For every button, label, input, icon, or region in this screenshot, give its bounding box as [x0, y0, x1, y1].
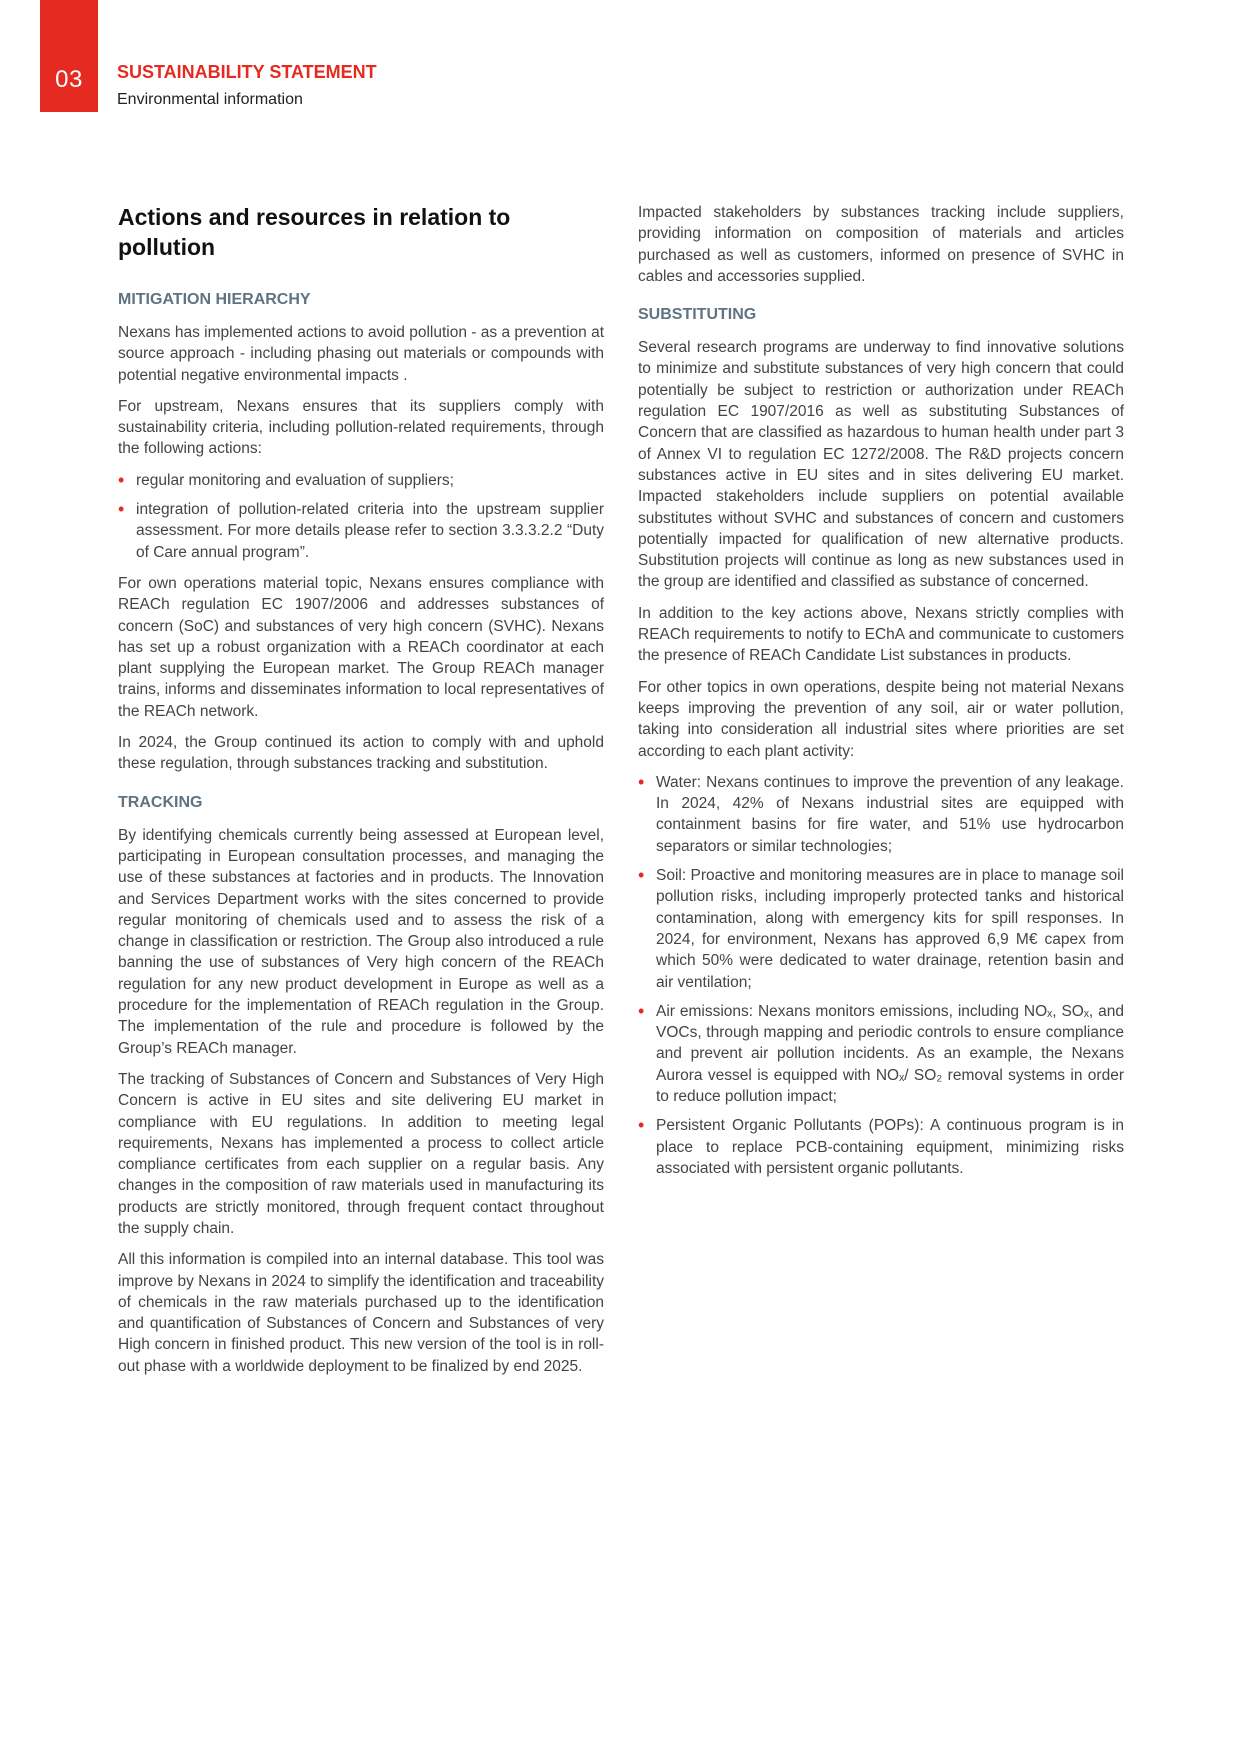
substituting-paragraph-3: For other topics in own operations, despite being not material Nexans keeps improving the prevention of any soil, air or water pollution, taking into consideration all industrial sites where priorities are set according to each plant activity: — [638, 678, 1124, 760]
section-subtitle: Environmental information — [117, 91, 303, 108]
list-item: • regular monitoring and evaluation of suppliers; — [118, 469, 454, 490]
left-column — [118, 202, 604, 1387]
bullet-icon: • — [118, 499, 125, 520]
tracking-paragraph-1: By identifying chemicals currently being assessed at European level, participating in European consultation processes, and managing the use of these substances at factories and in products. The Innovation and Services Department works with the sites concerned to provide regular monitoring of chemicals used and to assess the risk of a change in classification or restriction. The Group also introduced a rule banning the use of substances of Very high concern of the REACh regulation for any new product development in Europe as well as a procedure for the implementation of REACh regulation in the Group. The implementation of the rule and procedure is followed by the Group’s REACh manager. — [118, 826, 604, 1057]
page-heading: Actions and resources in relation to pollution — [118, 204, 511, 260]
right-column — [638, 202, 1124, 1189]
stakeholders-paragraph: Impacted stakeholders by substances tracking include suppliers, providing information on composition of materials and articles purchased as well as customers, informed on presence of SVHC in cables and accessories supplied. — [638, 204, 1124, 285]
section-number: 03 — [55, 66, 83, 93]
pollution-priorities-list — [638, 772, 1124, 1179]
list-item: • integration of pollution-related criteria into the upstream supplier assessment. For more details please refer to section 3.3.3.2.2 “Duty of Care annual program”. — [118, 499, 604, 561]
substituting-heading: SUBSTITUTING — [638, 306, 757, 324]
list-item: • Water: Nexans continues to improve the prevention of any leakage. In 2024, 42% of Nexans industrial sites are equipped with containment basins for fire water, and 51% use hydrocarbon separators or similar technologies; — [638, 771, 1124, 855]
bullet-icon: • — [638, 1115, 645, 1136]
mitigation-paragraph-4: In 2024, the Group continued its action to comply with and uphold these regulation, through substances tracking and substitution. — [118, 734, 604, 773]
bullet-icon: • — [638, 865, 645, 886]
upstream-actions-list — [118, 470, 604, 563]
bullet-icon: • — [638, 771, 645, 792]
tracking-heading: TRACKING — [118, 793, 203, 811]
list-item: • Soil: Proactive and monitoring measures are in place to manage soil pollution risks, including improperly protected tanks and historical contamination, along with emergency kits for spill responses. In 2024, for environment, Nexans has approved 6,9 M€ capex from which 50% were dedicated to water drainage, retention basin and air ventilation; — [638, 865, 1124, 991]
mitigation-paragraph-3: For own operations material topic, Nexans ensures compliance with REACh regulation EC 1907/2006 and addresses substances of concern (SoC) and substances of very high concern (SVHC). Nexans has set up a robust organization with a REACh coordinator at each plant supplying the European market. The Group REACh manager trains, informs and disseminates information to local representatives of the REACh network. — [118, 574, 604, 720]
substituting-paragraph-2: In addition to the key actions above, Nexans strictly complies with REACh requirements to notify to EChA and communicate to customers the presence of REACh Candidate List substances in products. — [638, 604, 1124, 665]
list-item: • Air emissions: Nexans monitors emissions, including NOₓ, SOₓ, and VOCs, through mapping and periodic controls to ensure compliance and prevent air pollution incidents. As an example, the Nexans Aurora vessel is equipped with NOₓ/ SO₂ removal systems in order to reduce pollution impact; — [638, 1000, 1124, 1105]
tracking-paragraph-3: All this information is compiled into an internal database. This tool was improve by Nexans in 2024 to simplify the identification and traceability of chemicals in the raw materials purchased up to the identification and quantification of Substances of Concern and Substances of very High concern in finished product. This new version of the tool is in roll-out phase with a worldwide deployment to be finalized by end 2025. — [118, 1251, 604, 1375]
section-tab — [40, 0, 98, 112]
section-title: SUSTAINABILITY STATEMENT — [117, 62, 377, 82]
substituting-paragraph-1: Several research programs are underway to find innovative solutions to minimize and substitute substances of very high concern that could potentially be subject to restriction or authorization under REACh regulation EC 1907/2016 as well as substituting Substances of Concern that are classified as hazardous to human health under part 3 of Annex VI to regulation EC 1272/2008. The R&D projects concern substances active in EU sites and in sites delivering EU market. Impacted stakeholders include suppliers on potential available substitutes without SVHC and substances of concern and customers potentially impacted for qualification of new alternative products. Substitution projects will continue as long as new substances used in the group are identified and classified as substance of concerned. — [638, 339, 1124, 591]
list-item: • Persistent Organic Pollutants (POPs): A continuous program is in place to replace PCB-containing equipment, minimizing risks associated with persistent organic pollutants. — [638, 1115, 1124, 1177]
mitigation-paragraph-1: Nexans has implemented actions to avoid pollution - as a prevention at source approach - including phasing out materials or compounds with potential negative environmental impacts . — [118, 324, 604, 384]
bullet-icon: • — [118, 469, 125, 490]
mitigation-paragraph-2: For upstream, Nexans ensures that its suppliers comply with sustainability criteria, including pollution-related requirements, through the following actions: — [118, 397, 604, 458]
bullet-icon: • — [638, 1000, 645, 1021]
mitigation-heading: MITIGATION HIERARCHY — [118, 291, 311, 308]
tracking-paragraph-2: The tracking of Substances of Concern and Substances of Very High Concern is active in EU sites and site delivering EU market in compliance with EU regulations. In addition to meeting legal requirements, Nexans has implemented a process to collect article compliance certificates from each supplier on a regular basis. Any changes in the composition of raw materials used in manufacturing its products are strictly monitored, through frequent contact throughout the supply chain. — [118, 1070, 604, 1237]
